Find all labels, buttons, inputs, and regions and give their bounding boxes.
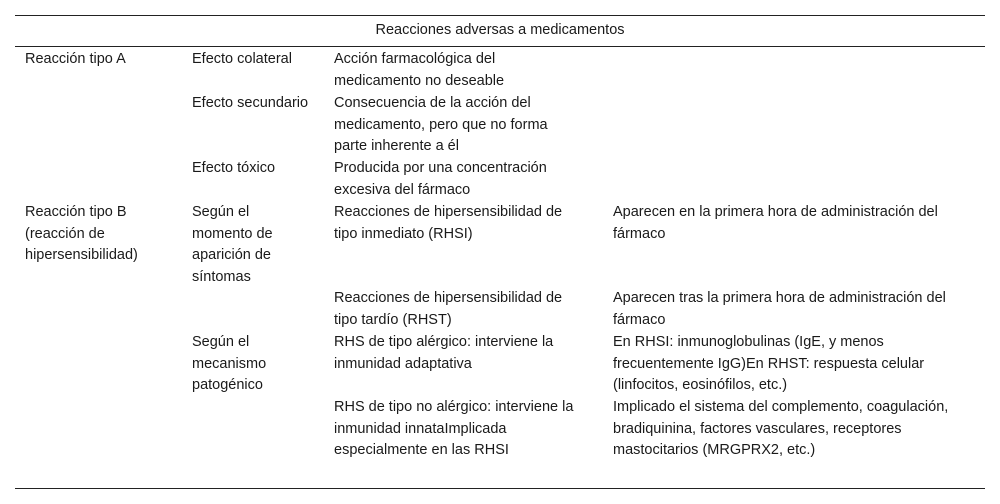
type-b-reaction-4: RHS de tipo no alérgico: interviene la inmunidad innataImplicada especialmente en las RHSI (334, 399, 574, 458)
type-b-label: Reacción tipo B (reacción de hipersensibilidad) (25, 204, 138, 263)
type-a-description-2: Consecuencia de la acción del medicamento, pero que no forma parte inherente a él (334, 95, 548, 154)
type-b-detail-3: En RHSI: inmunoglobulinas (IgE, y menos frecuentemente IgG)En RHST: respuesta celular (linfocitos, eosinófilos, etc.) (613, 334, 925, 393)
type-a-effect-1: Efecto colateral (192, 51, 292, 67)
table-header-rule (15, 46, 985, 47)
type-b-criterion-1: Según el momento de aparición de síntomas (192, 204, 273, 285)
type-a-description-1: Acción farmacológica del medicamento no deseable (334, 51, 505, 89)
type-b-detail-2: Aparecen tras la primera hora de administración del fármaco (613, 290, 946, 328)
type-a-effect-3: Efecto tóxico (192, 160, 276, 176)
type-a-description-3: Producida por una concentración excesiva del fármaco (334, 160, 547, 198)
type-b-detail-4: Implicado el sistema del complemento, coagulación, bradiquinina, factores vasculares, receptores mastocitarios (MRGPRX2, etc.) (613, 399, 949, 458)
type-a-effect-2: Efecto secundario (192, 95, 309, 111)
type-b-reaction-3: RHS de tipo alérgico: interviene la inmunidad adaptativa (334, 334, 554, 372)
type-b-reaction-1: Reacciones de hipersensibilidad de tipo inmediato (RHSI) (334, 204, 563, 242)
table-title: Reacciones adversas a medicamentos (375, 22, 625, 38)
type-a-label: Reacción tipo A (25, 51, 126, 67)
table-bottom-rule (15, 488, 985, 489)
type-b-reaction-2: Reacciones de hipersensibilidad de tipo tardío (RHST) (334, 290, 563, 328)
type-b-criterion-2: Según el mecanismo patogénico (192, 334, 267, 393)
type-b-detail-1: Aparecen en la primera hora de administración del fármaco (613, 204, 938, 242)
